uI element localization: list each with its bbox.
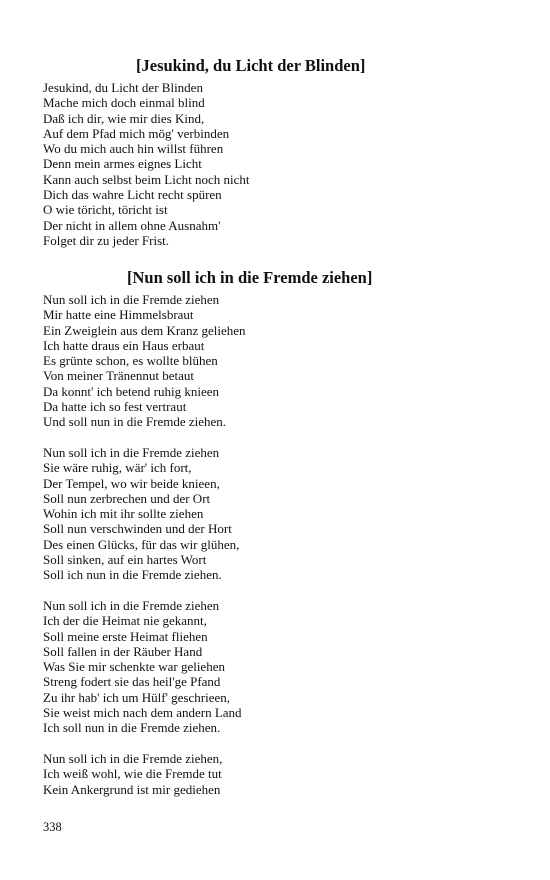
poem-line: Da hatte ich so fest vertraut: [43, 399, 187, 415]
poem-line: Auf dem Pfad mich mög' verbinden: [43, 125, 230, 141]
poem-title: [Nun soll ich in die Fremde ziehen]: [127, 268, 373, 287]
poem-line: Soll ich nun in die Fremde ziehen.: [43, 567, 222, 583]
poem-line: Daß ich dir, wie mir dies Kind,: [43, 110, 205, 126]
poem-line: Da konnt' ich betend ruhig knieen: [43, 383, 219, 399]
poem-line: Und soll nun in die Fremde ziehen.: [43, 414, 227, 430]
poem-line: Ich soll nun in die Fremde ziehen.: [43, 720, 221, 736]
poem-line: Des einen Glücks, für das wir glühen,: [43, 536, 240, 552]
poem-line: Denn mein armes eignes Licht: [43, 156, 202, 172]
poem-line: Wo du mich auch hin willst führen: [43, 141, 224, 157]
stanza-break: [43, 583, 513, 598]
poem-line: Streng fodert sie das heil'ge Pfand: [43, 674, 221, 690]
poem-line: Wohin ich mit ihr sollte ziehen: [43, 506, 204, 522]
poem-jesukind: [43, 56, 513, 248]
poem-line: Der Tempel, wo wir beide knieen,: [43, 475, 220, 491]
poem-line: Dich das wahre Licht recht spüren: [43, 187, 222, 203]
poem-line: Mache mich doch einmal blind: [43, 95, 205, 111]
poem-line: Mir hatte eine Himmelsbraut: [43, 307, 194, 323]
poem-line: Nun soll ich in die Fremde ziehen: [43, 292, 220, 307]
poem-line: Soll fallen in der Räuber Hand: [43, 643, 203, 659]
poem-line: Ich weiß wohl, wie die Fremde tut: [43, 766, 222, 782]
poem-fremde: [43, 268, 513, 797]
poem-line: Nun soll ich in die Fremde ziehen,: [43, 750, 223, 766]
poem-line: Der nicht in allem ohne Ausnahm': [43, 217, 221, 233]
poem-line: Zu ihr hab' ich um Hülf' geschrieen,: [43, 689, 230, 705]
poem-line: Es grünte schon, es wollte blühen: [43, 353, 218, 369]
poem-line: Nun soll ich in die Fremde ziehen: [43, 444, 220, 460]
poem-body: [43, 292, 513, 797]
poem-line: Soll nun zerbrechen und der Ort: [43, 490, 211, 506]
poem-line: Nun soll ich in die Fremde ziehen: [43, 597, 220, 613]
poem-line: Sie weist mich nach dem andern Land: [43, 705, 242, 721]
poem-line: Ich der die Heimat nie gekannt,: [43, 613, 207, 629]
poem-line: Ich hatte draus ein Haus erbaut: [43, 337, 205, 353]
stanza-break: [43, 736, 513, 751]
poem-line: Kann auch selbst beim Licht noch nicht: [43, 171, 250, 187]
poem-line: Soll sinken, auf ein hartes Wort: [43, 552, 207, 568]
poem-title: [Jesukind, du Licht der Blinden]: [136, 56, 366, 75]
poem-line: Soll nun verschwinden und der Hort: [43, 521, 232, 537]
poem-body: [43, 80, 513, 248]
poem-line: Folget dir zu jeder Frist.: [43, 232, 170, 248]
poem-line: Was Sie mir schenkte war geliehen: [43, 659, 225, 675]
poem-line: Soll meine erste Heimat fliehen: [43, 628, 208, 644]
page-number: 338: [43, 820, 62, 834]
poem-line: Ein Zweiglein aus dem Kranz geliehen: [43, 322, 246, 338]
poem-line: Von meiner Tränennut betaut: [43, 368, 195, 384]
poem-line: Sie wäre ruhig, wär' ich fort,: [43, 460, 192, 476]
stanza-break: [43, 430, 513, 445]
poem-line: Kein Ankergrund ist mir gediehen: [43, 781, 221, 797]
poem-line: Jesukind, du Licht der Blinden: [43, 80, 203, 95]
poem-line: O wie töricht, töricht ist: [43, 202, 168, 218]
